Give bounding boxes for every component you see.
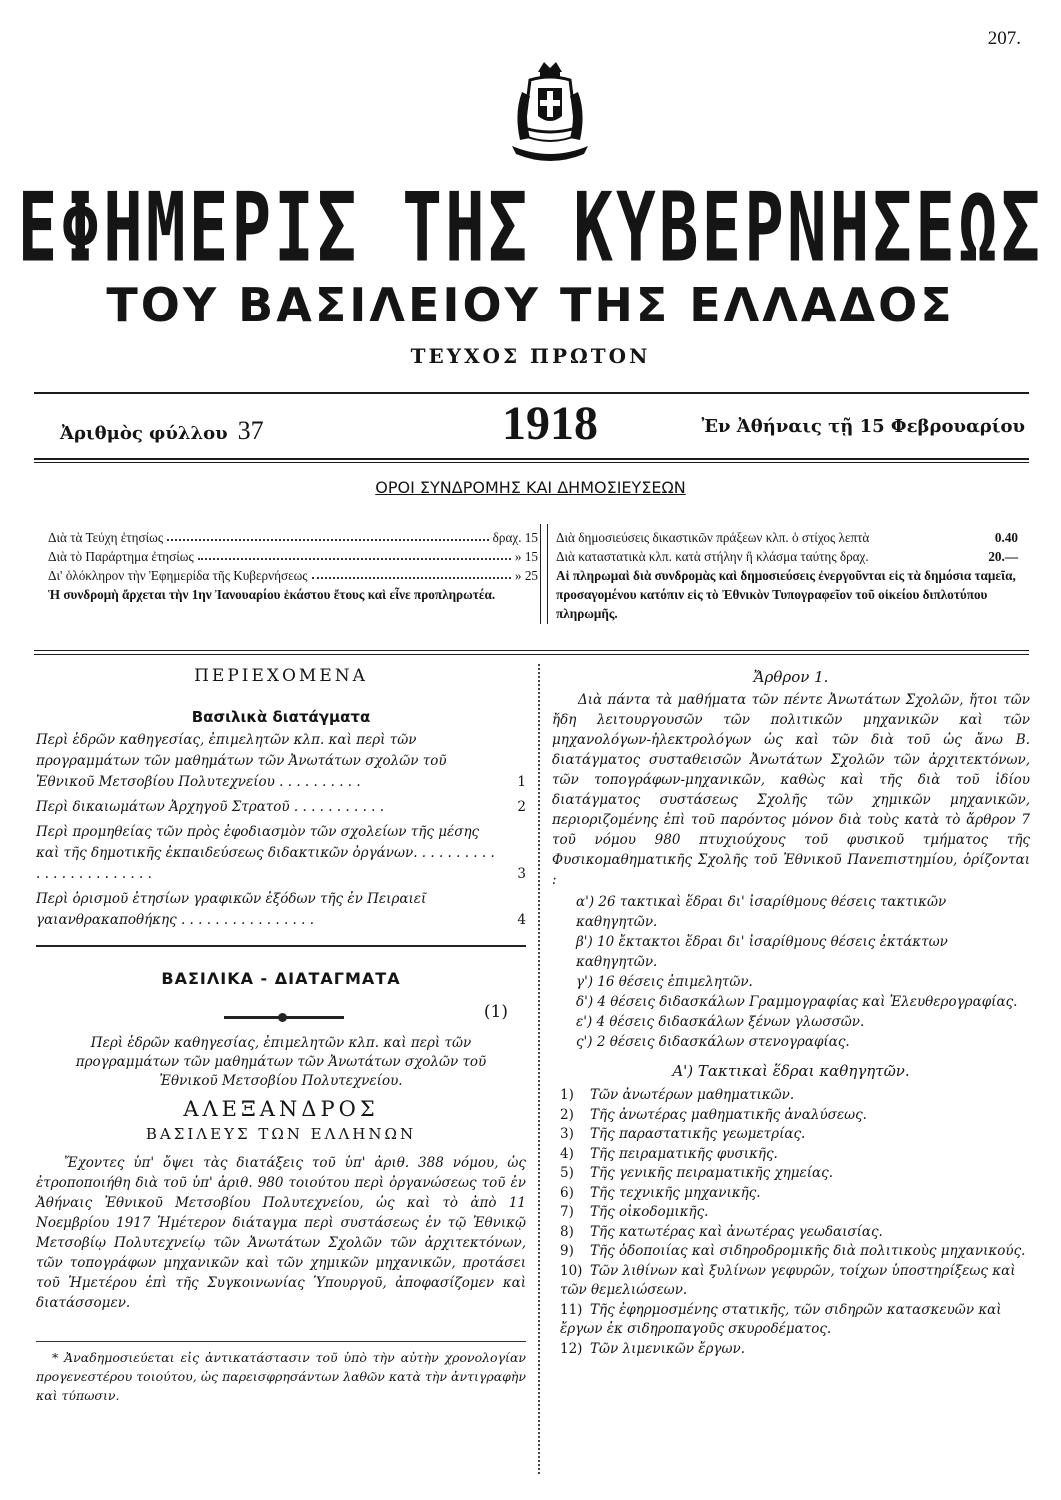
article-intro: Διὰ πάντα τὰ μαθήματα τῶν πέντε Ἀνωτάτων Σχολῶν, ἤτοι τῶν ἤδη λειτουργουσῶν τῶν πολιτικῶν μηχανικῶν καὶ τῶν μηχανολόγων-ἠλεκτρολόγων ὡς καὶ τῶν διὰ τοῦ ὡς ἄνω Β. διατάγματος συσταθεισῶν Ἀνωτάτων Σχολῶν τῶν ἀρχιτεκτόνων, τῶν τοπογράφων-μηχανικῶν, καθὼς καὶ τῆς διὰ τοῦ ἰδίου διατάγματος συστάσεως Σχολῆς τῶν χημικῶν μηχανικῶν, περιοριζομένης ἐπὶ τοῦ παρόντος μόνον διὰ τοὺς κατὰ τὸ ἄρθρον 7 τοῦ νόμου 980 πτυχιούχους τοῦ φυσικοῦ τμήματος τῆς Φυσικομαθηματικῆς Σχολῆς τοῦ Ἐθνικοῦ Πανεπιστημίου, ὁρίζονται : bbox=[552, 692, 1030, 888]
terms-title-underlined: ΟΡΟΙ bbox=[375, 478, 415, 497]
footnote: * Ἀναδημοσιεύεται εἰς ἀντικατάστασιν τοῦ ὑπὸ τὴν αὐτὴν χρονολογίαν προγενεστέρου τοιούτου, ὡς παρεισφρησάντων λαθῶν κατὰ τὴν ἀντιγραφὴν καὶ τύπωσιν. bbox=[36, 1350, 526, 1403]
chair-number: 10) bbox=[560, 1262, 583, 1279]
chair-item bbox=[552, 1145, 1030, 1165]
subscription-terms bbox=[48, 528, 1018, 624]
contents-entry-text: Περὶ προμηθείας τῶν πρὸς ἐφοδιασμὸν τῶν σχολείων τῆς μέσης καὶ τῆς δημοτικῆς ἐκπαιδεύσεως διδακτικῶν ὀργάνων. . . . . . . . . . . . . . . . . . . . . . . . bbox=[36, 824, 495, 882]
chair-item bbox=[552, 1125, 1030, 1145]
chair-item bbox=[552, 1086, 1030, 1106]
chair-text: Τῶν λιθίνων καὶ ξυλίνων γεφυρῶν, τοίχων ὑποστηρίξεως καὶ τῶν θεμελιώσεων. bbox=[560, 1262, 1016, 1298]
decree-ornament bbox=[224, 1016, 344, 1019]
leader-dots bbox=[312, 566, 511, 579]
header-rule-bottom bbox=[34, 458, 1029, 460]
kingdom-title: ΤΟΥ ΒΑΣΙΛΕΙΟΥ ΤΗΣ ΕΛΛΑΔΟΣ bbox=[106, 278, 955, 332]
terms-row bbox=[48, 528, 538, 547]
left-column bbox=[36, 664, 526, 1405]
chair-text: Τῆς παραστατικῆς γεωμετρίας. bbox=[590, 1126, 806, 1142]
header-rule-top bbox=[34, 392, 1029, 394]
position-item: ς') 2 θέσεις διδασκάλων στενογραφίας. bbox=[576, 1034, 850, 1050]
contents-entry bbox=[36, 822, 526, 885]
chair-number: 6) bbox=[560, 1184, 574, 1201]
article-title: Ἄρθρον 1. bbox=[753, 668, 829, 686]
contents-subtitle: Βασιλικὰ διατάγματα bbox=[191, 708, 371, 726]
position-item: α') 26 τακτικαὶ ἕδραι δι' ἰσαρίθμους θέσεις τακτικῶν καθηγητῶν. bbox=[576, 894, 947, 930]
decree-number: (1) bbox=[483, 1002, 508, 1022]
issue-type: ΤΕΥΧΟΣ ΠΡΩΤΟΝ bbox=[410, 344, 651, 368]
terms-row-label: Διὰ καταστατικὰ κλπ. κατὰ στήλην ἢ κλάσμα ταύτης δραχ. bbox=[556, 549, 869, 564]
chair-number: 8) bbox=[560, 1223, 574, 1240]
chair-item bbox=[552, 1203, 1030, 1223]
contents-entry bbox=[36, 889, 526, 931]
section-divider bbox=[36, 945, 526, 947]
terms-row bbox=[556, 528, 1018, 547]
chair-item bbox=[552, 1106, 1030, 1126]
terms-right-note: Αἱ πληρωμαὶ διὰ συνδρομὰς καὶ δημοσιεύσεις ἐνεργοῦνται εἰς τὰ δημόσια ταμεῖα, προσαγομένου κατόπιν εἰς τὸ Ἐθνικὸν Τυπογραφεῖον τοῦ οἰκείου διπλοτύπου πληρωμῆς. bbox=[556, 568, 1016, 621]
position-item: ε') 4 θέσεις διδασκάλων ξένων γλωσσῶν. bbox=[576, 1014, 865, 1030]
chair-item bbox=[552, 1242, 1030, 1262]
chair-text: Τῆς γενικῆς πειραματικῆς χημείας. bbox=[590, 1165, 834, 1181]
contents-entry-page: 4 bbox=[517, 912, 526, 928]
king-title: ΒΑΣΙΛΕΥΣ ΤΩΝ ΕΛΛΗΝΩΝ bbox=[145, 1125, 417, 1143]
terms-rule-bottom bbox=[34, 650, 1029, 651]
sheet-label: Ἀριθμὸς φύλλου bbox=[60, 423, 228, 444]
position-item: γ') 16 θέσεις ἐπιμελητῶν. bbox=[576, 974, 753, 990]
right-column bbox=[552, 664, 1030, 1359]
contents-entry-text: Περὶ δικαιωμάτων Ἀρχηγοῦ Στρατοῦ . . . . . . . . . . . bbox=[36, 799, 385, 815]
terms-row-value: 0.40 bbox=[994, 530, 1018, 545]
contents-title: ΠΕΡΙΕΧΟΜΕΝΑ bbox=[194, 666, 368, 686]
terms-left-note: Ἡ συνδρομὴ ἄρχεται τὴν 1ην Ἰανουαρίου ἑκάστου ἔτους καὶ εἶνε προπληρωτέα. bbox=[48, 587, 496, 602]
position-item: δ') 4 θέσεις διδασκάλων Γραμμογραφίας καὶ Ἐλευθερογραφίας. bbox=[576, 994, 1018, 1010]
leader-dots bbox=[198, 547, 511, 560]
chair-item bbox=[552, 1340, 1030, 1360]
chair-number: 1) bbox=[560, 1087, 574, 1103]
gazette-title: ΕΦΗΜΕΡΙΣ ΤΗΣ ΚΥΒΕΡΝΗΣΕΩΣ bbox=[17, 172, 1044, 284]
decrees-section-title: ΒΑΣΙΛΙΚΑ - ΔΙΑΤΑΓΜΑΤΑ bbox=[161, 969, 401, 988]
decree-preamble: Ἔχοντες ὑπ' ὄψει τὰς διατάξεις τοῦ ὑπ' ἀριθ. 388 νόμου, ὡς ἐτροποποιήθη διὰ τοῦ ὑπ' ἀριθ. 980 τοιούτου περὶ ὀργανώσεως τοῦ ἐν Ἀθήναις Ἐθνικοῦ Μετσοβίου Πολυτεχνείου, ὡς καὶ τὸ ἀπὸ 11 Νοεμβρίου 1917 Ἡμέτερον διάταγμα περὶ συστάσεως ἐν τῷ Ἐθνικῷ Μετσοβίῳ Πολυτεχνείῳ τῶν Ἀνωτάτων Σχολῶν τῶν ἀρχιτεκτόνων, τῶν τοπογράφων μηχανικῶν καὶ τῶν χημικῶν μηχανικῶν, προτάσει τοῦ Ἡμετέρου ἐπὶ τῆς Συγκοινωνίας Ὑπουργοῦ, ἀποφασίζομεν καὶ διατάσσομεν. bbox=[36, 1155, 526, 1311]
coat-of-arms-emblem bbox=[500, 58, 600, 168]
contents-entry bbox=[36, 797, 526, 818]
terms-title-rest: ΣΥΝΔΡΟΜΗΣ ΚΑΙ ΔΗΜΟΣΙΕΥΣΕΩΝ bbox=[414, 478, 686, 497]
chair-text: Τῶν λιμενικῶν ἔργων. bbox=[590, 1340, 745, 1357]
terms-title bbox=[0, 478, 1061, 497]
sheet-number: 37 bbox=[237, 416, 264, 445]
terms-row-value: » 15 bbox=[514, 549, 538, 564]
contents-entry-text: Περὶ ἑδρῶν καθηγεσίας, ἐπιμελητῶν κλπ. καὶ περὶ τῶν προγραμμάτων τῶν μαθημάτων τῶν Ἀνωτάτων σχολῶν τοῦ Ἐθνικοῦ Μετσοβίου Πολυτεχνείου . . . . . . . . . . bbox=[36, 732, 447, 790]
chair-text: Τῶν ἀνωτέρων μαθηματικῶν. bbox=[590, 1087, 795, 1103]
chair-number: 4) bbox=[560, 1145, 574, 1162]
terms-row-value: δραχ. 15 bbox=[492, 530, 538, 545]
chair-item bbox=[552, 1262, 1030, 1301]
decree-number-row bbox=[36, 1004, 526, 1032]
chair-item bbox=[552, 1223, 1030, 1243]
chair-text: Τῆς τεχνικῆς μηχανικῆς. bbox=[590, 1184, 761, 1201]
chair-item bbox=[552, 1301, 1030, 1340]
chair-number: 2) bbox=[560, 1106, 574, 1123]
chairs-heading: Α') Τακτικαὶ ἕδραι καθηγητῶν. bbox=[672, 1062, 910, 1080]
terms-row-label: Διὰ τὸ Παράρτημα ἐτησίως bbox=[48, 549, 194, 564]
page-number: 207. bbox=[987, 28, 1021, 49]
decree-subject: Περὶ ἑδρῶν καθηγεσίας, ἐπιμελητῶν κλπ. καὶ περὶ τῶν προγραμμάτων τῶν μαθημάτων τῶν Ἀνωτάτων σχολῶν τοῦ Ἐθνικοῦ Μετσοβίου Πολυτεχνείου. bbox=[75, 1035, 487, 1089]
chairs-list bbox=[552, 1086, 1030, 1359]
header-rule-bottom-thin bbox=[34, 462, 1029, 463]
chair-item bbox=[552, 1184, 1030, 1204]
terms-right-column bbox=[556, 528, 1018, 623]
chair-number: 12) bbox=[560, 1340, 583, 1357]
chair-text: Τῆς κατωτέρας καὶ ἀνωτέρας γεωδαισίας. bbox=[590, 1223, 883, 1240]
chair-text: Τῆς ἀνωτέρας μαθηματικῆς ἀναλύσεως. bbox=[590, 1106, 867, 1123]
chair-text: Τῆς ἐφηρμοσμένης στατικῆς, τῶν σιδηρῶν κατασκευῶν καὶ ἔργων ἐκ σιδηροπαγοῦς σκυροδέματος. bbox=[560, 1301, 1002, 1337]
contents-entry-text: Περὶ ὁρισμοῦ ἐτησίων γραφικῶν ἐξόδων τῆς ἐν Πειραιεῖ γαιανθρακαποθήκης . . . . . . . . . . . . . . . . bbox=[36, 891, 427, 928]
terms-row bbox=[48, 547, 538, 566]
chair-number: 11) bbox=[560, 1301, 583, 1318]
issue-year: 1918 bbox=[502, 397, 598, 450]
chair-number: 5) bbox=[560, 1165, 574, 1181]
contents-entry-page: 2 bbox=[517, 799, 526, 815]
issue-info-row bbox=[60, 397, 1025, 452]
chair-text: Τῆς οἰκοδομικῆς. bbox=[590, 1204, 709, 1220]
leader-dots bbox=[167, 528, 489, 541]
terms-row bbox=[48, 566, 538, 585]
terms-column-divider bbox=[540, 524, 548, 624]
chair-text: Τῆς ὁδοποιίας καὶ σιδηροδρομικῆς διὰ πολιτικοὺς μηχανικούς. bbox=[590, 1243, 1026, 1259]
leader-space bbox=[873, 528, 991, 541]
column-divider bbox=[538, 664, 540, 1474]
terms-row-label: Δι' ὁλόκληρον τὴν Ἐφημερίδα τῆς Κυβερνήσεως bbox=[48, 568, 308, 583]
contents-entry bbox=[36, 730, 526, 793]
terms-left-column bbox=[48, 528, 538, 604]
king-name: ΑΛΕΞΑΝΔΡΟΣ bbox=[183, 1097, 379, 1121]
chair-item bbox=[552, 1164, 1030, 1184]
chair-text: Τῆς πειραματικῆς φυσικῆς. bbox=[590, 1145, 778, 1162]
leader-space bbox=[873, 547, 985, 560]
terms-row-value: » 25 bbox=[514, 568, 538, 583]
chair-number: 9) bbox=[560, 1243, 574, 1259]
chair-number: 3) bbox=[560, 1126, 574, 1142]
footnote-divider bbox=[36, 1341, 526, 1342]
chair-number: 7) bbox=[560, 1204, 574, 1220]
contents-entry-page: 1 bbox=[517, 774, 526, 790]
contents-entry-page: 3 bbox=[517, 866, 526, 882]
terms-rule-bottom-thin bbox=[34, 654, 1029, 655]
terms-row-value: 20.— bbox=[988, 549, 1018, 564]
terms-row-label: Διὰ δημοσιεύσεις δικαστικῶν πράξεων κλπ. ὁ στίχος λεπτὰ bbox=[556, 530, 870, 545]
terms-row bbox=[556, 547, 1018, 566]
positions-list bbox=[552, 892, 1030, 1052]
terms-row-label: Διὰ τὰ Τεύχη ἐτησίως bbox=[48, 530, 164, 545]
position-item: β') 10 ἔκτακτοι ἕδραι δι' ἰσαρίθμους θέσεις ἐκτάκτων καθηγητῶν. bbox=[576, 934, 948, 970]
place-date: Ἐν Ἀθήναις τῇ 15 Φεβρουαρίου bbox=[701, 416, 1025, 437]
sheet-number-block bbox=[60, 416, 264, 446]
